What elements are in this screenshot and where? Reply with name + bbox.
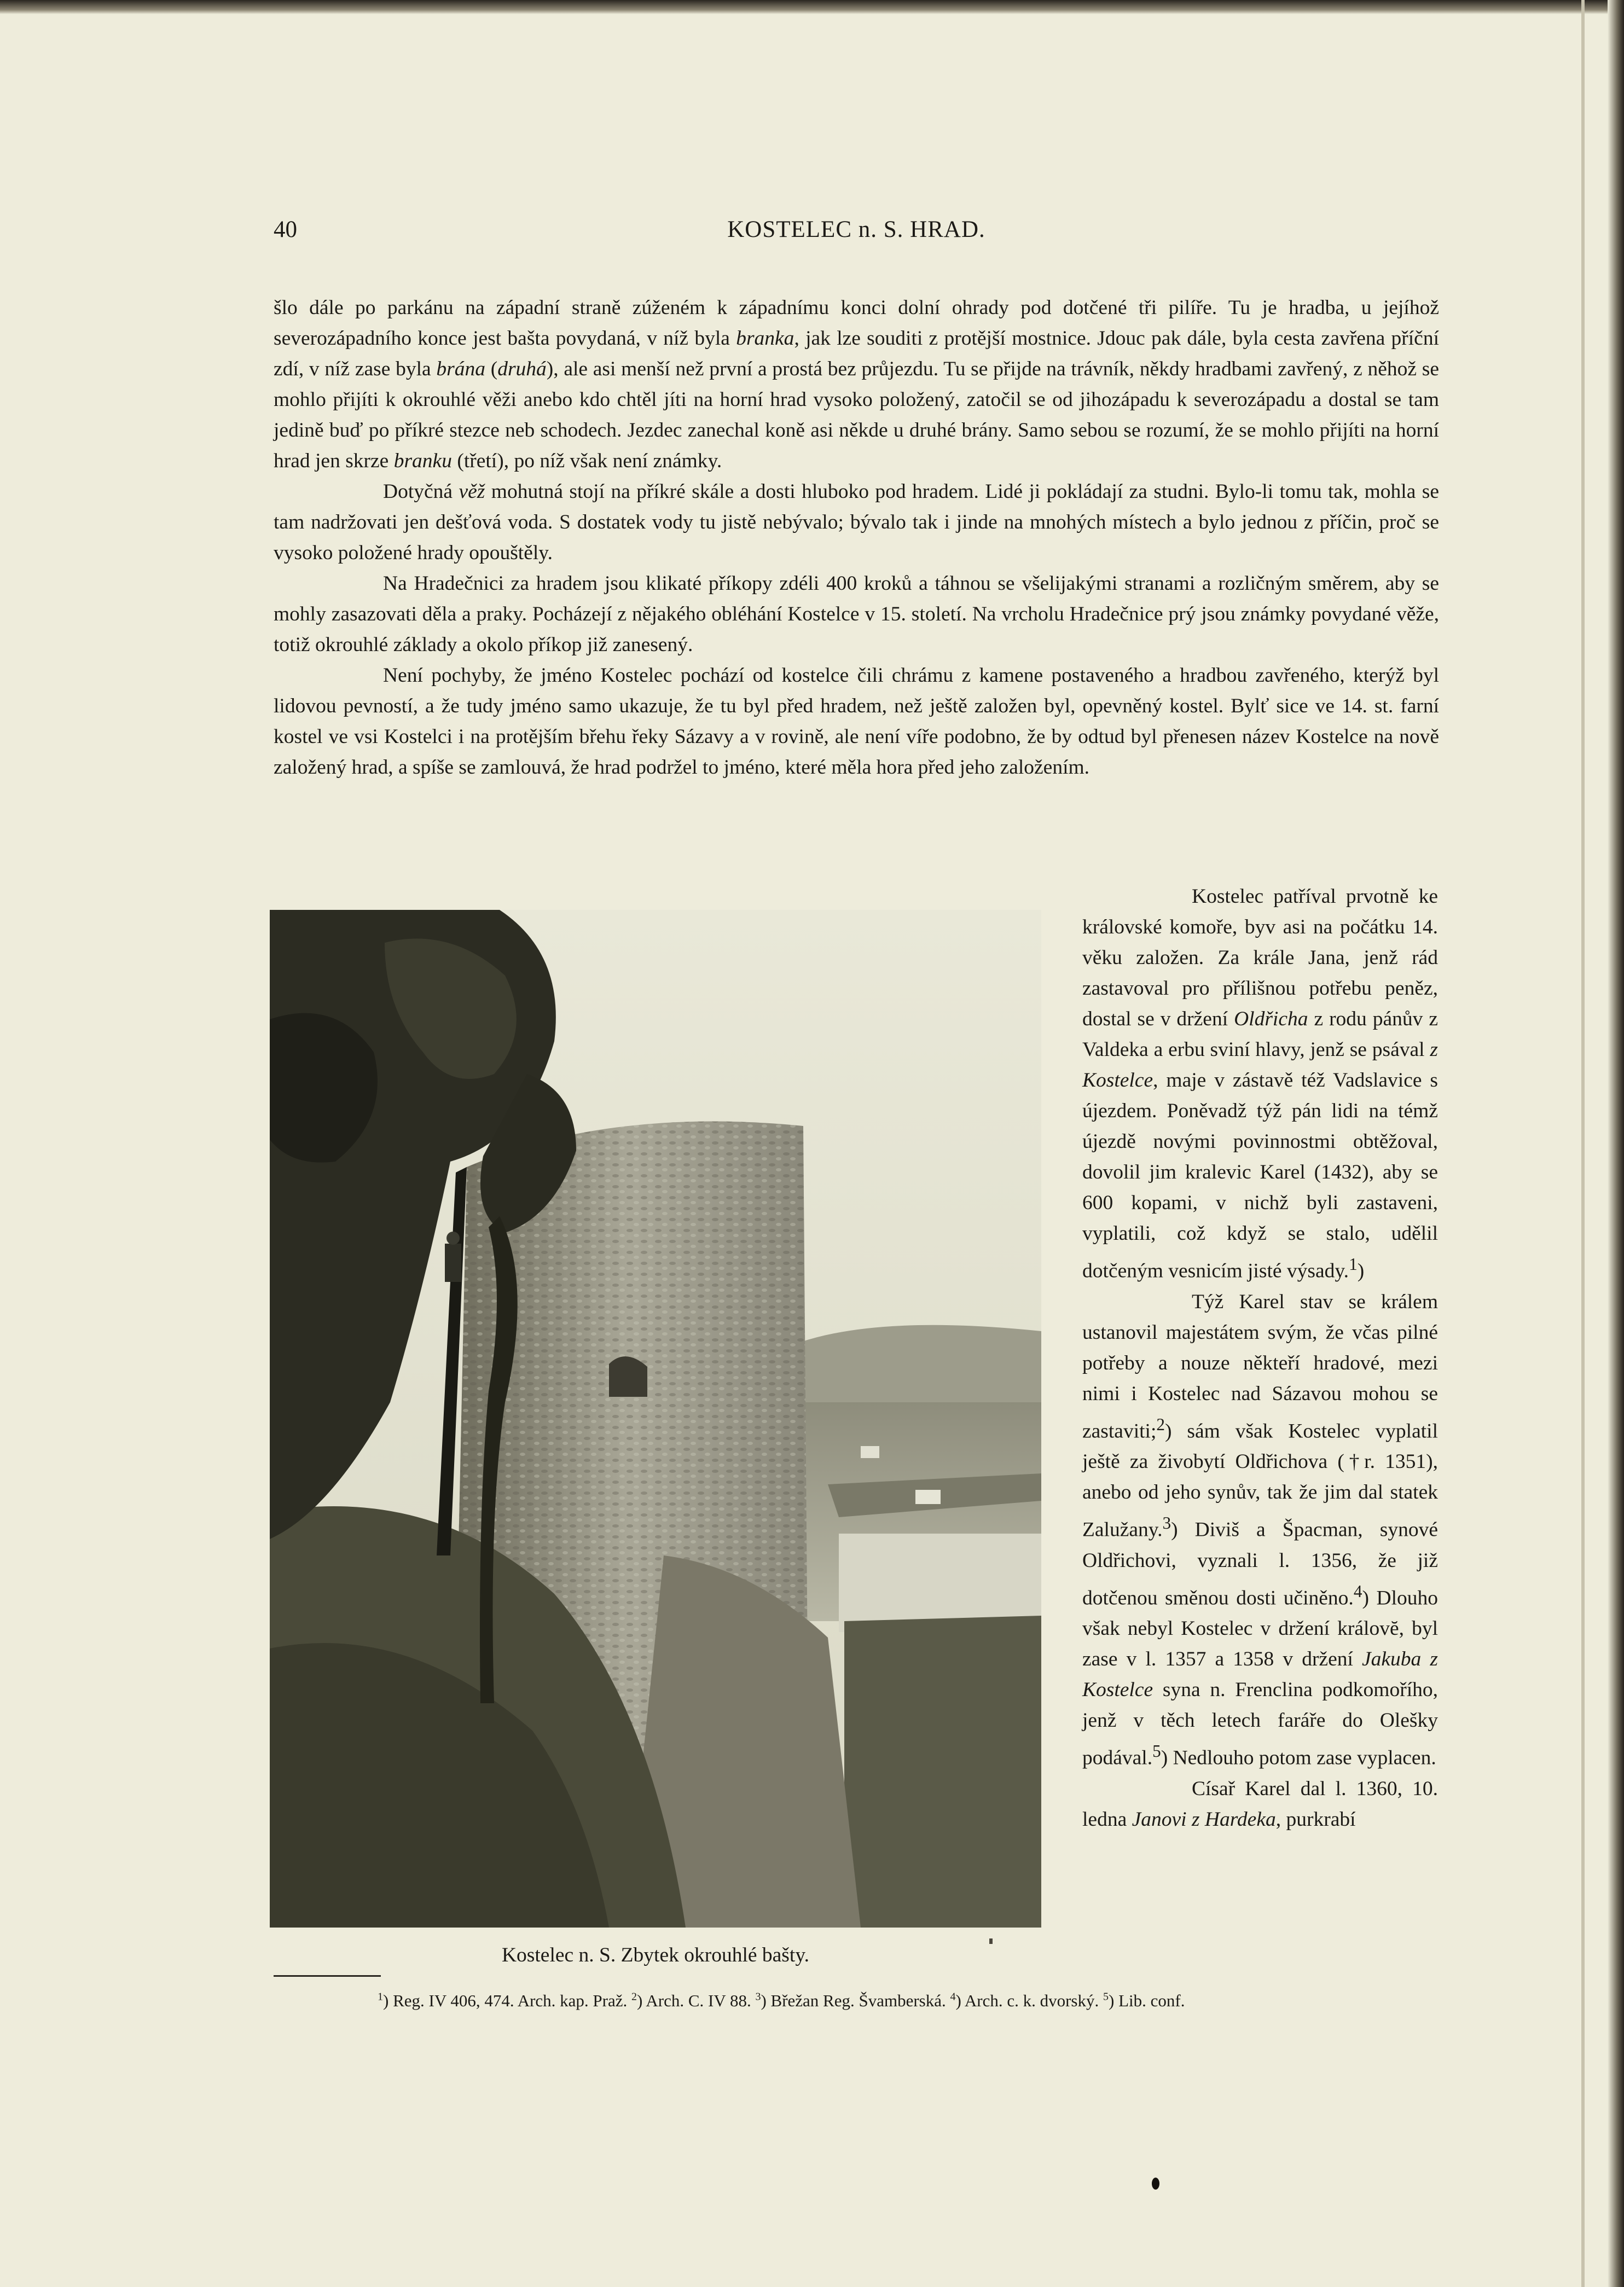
footnote-rule [274,1975,381,1977]
page-top-shadow [0,0,1624,14]
text-run: Týž Karel stav se králem ustanovil majestátem svým, že včas pilné potřeby a nouze někteří hradové, mezi nimi i Kostelec nad Sázavou mohou se zastaviti; [1082,1290,1438,1442]
footnote: $^1$) Reg. IV 406, 474. Arch. kap. Praž. [378,1991,628,2011]
paragraph [1082,1774,1438,1835]
text-run: ) Nedlouho potom zase vyplacen. [1161,1746,1436,1769]
text-run: Na Hradečnici za hradem jsou klikaté příkopy zdéli 400 kroků a táhnou se všelijakými stranami a rozličným směrem, aby se mohly zasazovati děla a praky. Pocházejí z nějakého obléhání Kostelce v 15. století. Na vrcholu Hradečnice prý jsou známky povydané věže, totiž okrouhlé základy a okolo příkop již zanesený. [274,572,1439,656]
footnote-number: 3 [755,1991,761,2003]
text-run: , purkrabí [1275,1808,1356,1831]
footnote: $^2$) Arch. C. IV 88. [631,1991,751,2011]
footnote-ref: 1 [1349,1255,1358,1274]
footnote-number: 1 [378,1991,383,2003]
text-run: syna n. Frenclina podkomořího, jenž v těch letech faráře do Olešky podával. [1082,1679,1438,1769]
main-text-top [274,293,1439,783]
emphasis: Janovi z Hardeka [1132,1808,1276,1831]
running-title: KOSTELEC n. S. HRAD. [727,217,985,242]
text-run: ) sám však Kostelec vyplatil ještě za živobytí Oldřichova (†r. 1351), anebo od jeho synův, tak že jim dal statek Zalužany. [1082,1420,1438,1541]
text-run: Dotyčná [383,480,459,503]
text-run: (třetí), po níž však není známky. [451,450,722,472]
text-run: mohutná stojí na příkré skále a dosti hluboko pod hradem. Lidé ji pokládají za studni. Bylo-li tomu tak, mohla se tam nadržovati jen dešťová voda. S dostatek vody tu jistě nebývalo; bývalo tak i jinde na mnohých místech a bylo jednou z příčin, proč se vysoko položené hrady opouštěly. [274,480,1440,564]
emphasis: branka [736,327,794,350]
text-run: Není pochyby, že jméno Kostelec pochází od kostelce čili chrámu z kamene postaveného a hradbou zavřeného, kterýž byl lidovou pevností, a že tudy jméno samo ukazuje, že tu byl před hradem, než ještě založen byl, opevněný kostel. Bylť sice ve 14. st. farní kostel ve vsi Kostelci i na protějším břehu řeky Sázavy a v rovině, ale není víře podobno, že by odtud byl přenesen název Kostelce na nově založený hrad, a spíše se zamlouvá, že hrad podržel to jméno, které měla hora před jeho založením. [274,664,1439,779]
footnote-text: Reg. IV 406, 474. Arch. kap. Praž. [393,1991,628,2011]
footnote-number: 5 [1103,1991,1109,2003]
emphasis: Oldřicha [1234,1008,1308,1030]
footnote-text: Arch. C. IV 88. [646,1991,751,2011]
text-run: ) [1357,1259,1365,1282]
footnotes [378,1984,1439,2014]
emphasis: brána [436,358,485,380]
text-run: , jak lze souditi z protější mostnice. Jdouc pak dále, byla cesta zavřena příční zdí, v níž zase byla [274,327,1439,380]
footnote: $^3$) Břežan Reg. Švamberská. [755,1991,946,2011]
paragraph [274,568,1439,660]
footnote-ref: 4 [1353,1581,1362,1601]
page-number: 40 [274,217,297,242]
figure-caption: Kostelec n. S. Zbytek okrouhlé bašty. [501,1944,810,1966]
page-right-shadow [1608,0,1624,2287]
footnote-ref: 5 [1152,1742,1161,1761]
text-run: ) Diviš a Špacman, synové Oldřichovi, vyznali l. 1356, že již dotčenou směnou dosti učiněno. [1082,1518,1438,1609]
footnote-text: Lib. conf. [1118,1991,1185,2011]
text-run: , maje v zástavě též Vadslavice s újezdem. Poněvadž týž pán lidi na témž újezdě novými povinnostmi obtěžoval, dovolil jim kralevic Karel (1432), aby se 600 kopami, v nichž byli zastaveni, vyplatili, což když se stalo, udělil dotčeným vesnicím jisté výsady. [1082,1069,1438,1282]
emphasis: Jakuba z Kostelce [1082,1648,1438,1701]
text-run: Císař Karel dal l. 1360, 10. ledna [1082,1777,1438,1831]
text-run: ) Dlouho však nebyl Kostelec v držení královĕ, byl zase v l. 1357 a 1358 v držení [1082,1587,1438,1670]
paragraph [274,293,1439,477]
footnote-text: Arch. c. k. dvorský. [964,1991,1099,2011]
footnote-number: 4 [950,1991,956,2003]
paragraph [1082,881,1438,1287]
castle-bastion-photo [270,910,1041,1928]
page-header [274,216,1439,254]
text-run: z rodu pánův z Valdeka a erbu sviní hlavy, jenž se psával [1082,1008,1439,1061]
footnote-ref: 3 [1162,1513,1171,1533]
footnote: $^4$) Arch. c. k. dvorský. [950,1991,1099,2011]
paragraph [274,660,1439,783]
page-fold-line [1581,0,1585,2287]
footnote-ref: 2 [1156,1414,1165,1434]
emphasis: druhá [497,358,547,380]
ink-spot [1152,2178,1159,2190]
footnote-text: Břežan Reg. Švamberská. [770,1991,946,2011]
emphasis: branku [393,450,452,472]
paragraph [1082,1287,1438,1774]
main-text-side [1082,881,1438,1835]
emphasis: věž [459,480,485,503]
emphasis: z Kostelce [1082,1038,1438,1092]
text-run: šlo dále po parkánu na západní straně zúženém k západnímu konci dolní ohrady pod dotčené tři pilíře. Tu je hradba, u jejíhož severozápadního konce jest bašta povydaná, v níž byla [274,297,1439,350]
text-run: ( [485,358,498,380]
text-run: Kostelec patříval prvotně ke královské komoře, byv asi na počátku 14. věku založen. Za krále Jana, jenž rád zastavoval pro přílišnou potřebu peněz, dostal se v držení [1082,885,1438,1030]
paragraph [274,477,1439,568]
text-run: ), ale asi menší než první a prostá bez průjezdu. Tu se přijde na trávník, někdy hradbami zavřený, z něhož se mohlo přijíti k okrouhlé věži anebo kdo chtěl jíti na horní hrad vysoko položený, zatočil se od jihozápadu k severozápadu a dostal se tam jedině buď po příkré stezce neb schodech. Jezdec zanechal koně asi někde u druhé brány. Samo sebou se rozumí, že se mohlo přijíti na horní hrad jen skrze [274,358,1439,472]
footnote-number: 2 [631,1991,637,2003]
footnote: $^5$) Lib. conf. [1103,1991,1185,2011]
photo-illustration [270,910,1041,1928]
